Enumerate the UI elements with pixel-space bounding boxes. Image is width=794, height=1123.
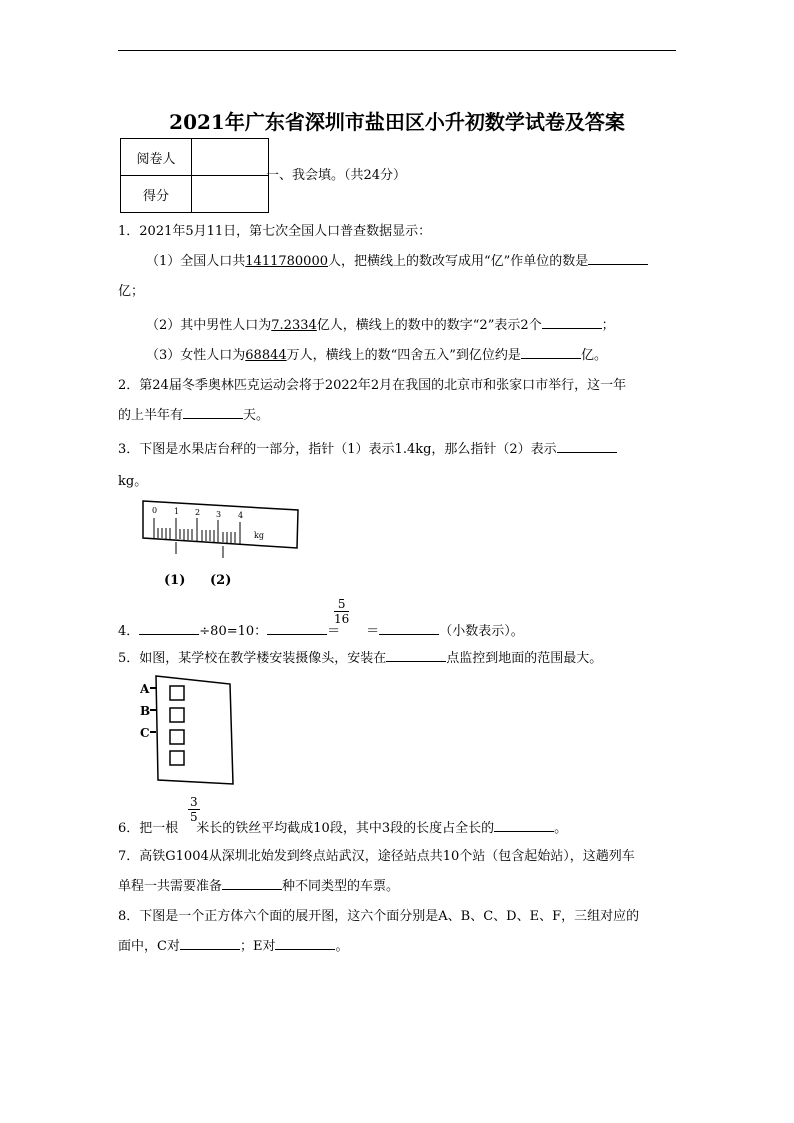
- answer-blank[interactable]: [521, 346, 581, 359]
- reviewer-field[interactable]: [192, 139, 269, 176]
- q2-line2: 的上半年有 天。: [118, 408, 270, 423]
- answer-blank[interactable]: [180, 937, 240, 950]
- fraction-3-5: $\frac{3}{5}$: [190, 795, 198, 824]
- q1-stem: 1．2021年5月11日，第七次全国人口普查数据显示：: [118, 224, 432, 239]
- building-figure: [140, 672, 240, 792]
- score-table: [120, 138, 269, 213]
- answer-blank[interactable]: [588, 252, 648, 265]
- point-label: C: [140, 726, 150, 740]
- answer-blank[interactable]: [267, 622, 327, 635]
- score-field[interactable]: [192, 176, 269, 213]
- scale-tick-label: 4: [238, 511, 244, 520]
- answer-blank[interactable]: [494, 819, 554, 832]
- q7-line1: 7．高铁G1004从深圳北始发到终点站武汉，途径站点共10个站（包含起始站），这趟列车: [118, 849, 635, 864]
- reviewer-label: 阅卷人: [121, 139, 192, 176]
- scale-figure: [140, 496, 310, 592]
- scale-tick-label: 2: [195, 508, 201, 517]
- answer-blank[interactable]: [379, 622, 439, 635]
- scale-tick-label: 1: [174, 507, 180, 516]
- answer-blank[interactable]: [386, 649, 446, 662]
- answer-blank[interactable]: [183, 406, 243, 419]
- pointer-label: (1): [164, 573, 186, 588]
- answer-blank[interactable]: [542, 316, 602, 329]
- answer-blank[interactable]: [275, 937, 335, 950]
- q3-line2: kg。: [118, 474, 148, 489]
- q1-part1: （1）全国人口共1411780000人，把横线上的数改写成用“亿”作单位的数是: [146, 250, 648, 269]
- answer-blank[interactable]: [139, 622, 199, 635]
- scale-tick-label: 3: [216, 510, 222, 519]
- q3-line1: 3．下图是水果店台秤的一部分，指针（1）表示1.4kg，那么指针（2）表示: [118, 438, 617, 457]
- scale-unit: kg: [254, 531, 264, 540]
- q7-line2: 单程一共需要准备 种不同类型的车票。: [118, 879, 400, 894]
- q4-line: 4． ÷80=10： ＝ ＝ （小数表示）。: [118, 624, 524, 639]
- header-rule: [118, 50, 676, 51]
- q1-part2: （2）其中男性人口为7.2334亿人，横线上的数中的数字“2”表示2个 ；: [146, 318, 615, 333]
- answer-blank[interactable]: [557, 440, 617, 453]
- q1-part1-unit: 亿；: [118, 284, 145, 299]
- section-heading: 一、我会填。（共24分）: [266, 168, 407, 183]
- q2-line1: 2．第24届冬季奥林匹克运动会将于2022年2月在我国的北京市和张家口市举行，这一年: [118, 378, 627, 393]
- scale-tick-label: 0: [152, 506, 158, 515]
- score-label: 得分: [121, 176, 192, 213]
- q8-line2: 面中，C对 ；E对 。: [118, 939, 349, 954]
- point-label: B: [140, 704, 151, 718]
- q8-line1: 8．下图是一个正方体六个面的展开图，这六个面分别是A、B、C、D、E、F，三组对应的: [118, 909, 640, 924]
- point-label: A: [140, 682, 150, 696]
- q5-line: 5．如图，某学校在教学楼安装摄像头，安装在 点监控到地面的范围最大。: [118, 651, 603, 666]
- fraction-5-16: $\frac{5}{16}$: [334, 597, 350, 626]
- q1-part3: （3）女性人口为68844万人，横线上的数“四舍五入”到亿位约是 亿。: [146, 348, 607, 363]
- page-title: 2021年广东省深圳市盐田区小升初数学试卷及答案: [169, 110, 625, 134]
- q6-line: 6．把一根 米长的铁丝平均截成10段，其中3段的长度占全长的 。: [118, 821, 568, 836]
- answer-blank[interactable]: [222, 877, 282, 890]
- pointer-label: (2): [210, 573, 232, 588]
